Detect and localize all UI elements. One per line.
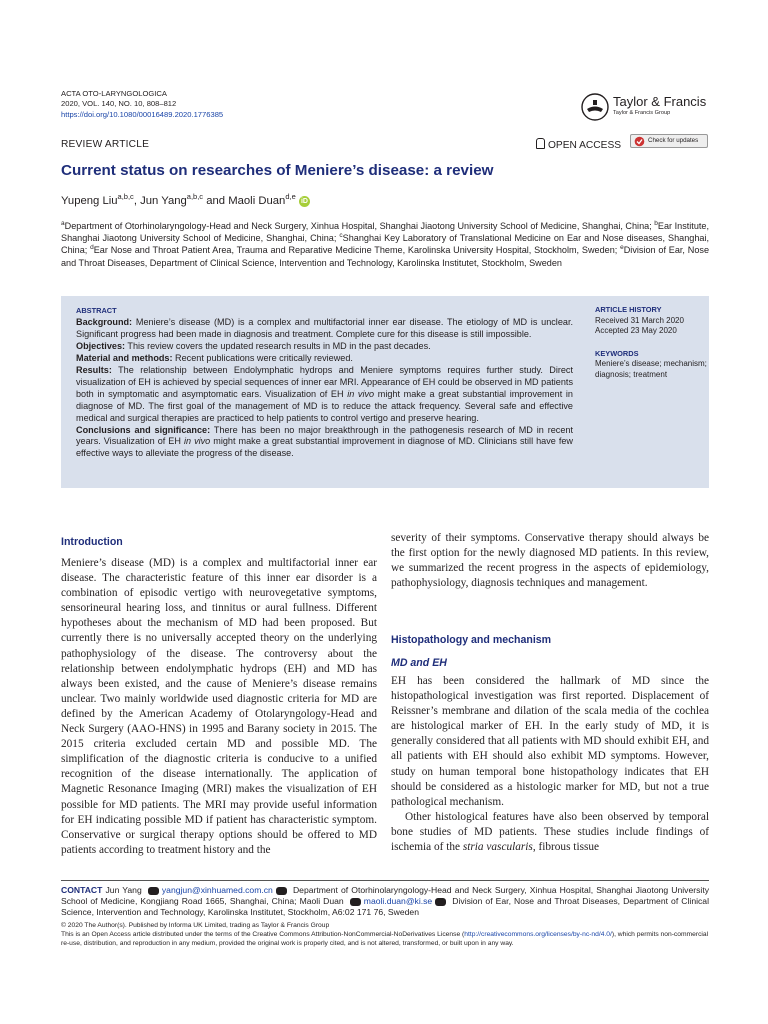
email-icon (350, 898, 361, 906)
author-name: Maoli Duan (228, 195, 286, 207)
license-link[interactable]: http://creativecommons.org/licenses/by-nc-nd/4.0/ (464, 931, 612, 939)
address-icon (276, 887, 287, 895)
address-icon (435, 898, 446, 906)
right-paragraph-2: EH has been considered the hallmark of MD since the histopathological investigation was first reported. Displacement of Reissner’s membrane and dilation of the scala media of the cochlea are histological marker of EH. In the early study of MD, it is generally considered that all patients with MD should exhibit EH, and all patients with EH should also exhibit MD symptoms. However, study on human temporal bone histopathology indicates that EH should be considered as a histologic marker for MD, but not a true pathological mechanism. Other histological features have also been observed by temporal bone studies of MD patients. These studies include findings of ischemia of the stria vascularis, fibrous tissue (391, 674, 709, 855)
journal-info (61, 89, 223, 120)
history-heading: ARTICLE HISTORY (595, 305, 662, 314)
affiliations: $^a$Department of Otorhinolaryngology-Head and Neck Surgery, Xinhua Hospital, Shanghai Jiaotong University School of Medicine, Shanghai, China; $^b$Ear Institute, Shanghai Jiaotong University School of Medicine, Shanghai, China; $^c$Shanghai Key Laboratory of Translational Medicine on Ear and Nose diseases, Shanghai, China; $^d$Ear Nose and Throat Patient Area, Trauma and Reparative Medicine Theme, Karolinska University Hospital, Stockholm, Sweden; $^e$Division of Ear, Nose and Throat Diseases, Department of Clinical Science, Intervention and Technology, Karolinska Institutet, Stockholm, Sweden (61, 219, 709, 268)
author-name: Yupeng Liu (61, 195, 118, 207)
histopathology-heading: Histopathology and mechanism (391, 634, 552, 646)
author-affiliation: a,b,c (186, 192, 204, 202)
article-title: Current status on researches of Meniere’s disease: a review (61, 162, 494, 179)
article-history (595, 305, 707, 380)
open-access-label: OPEN ACCESS (536, 138, 621, 151)
intro-paragraph: Meniere’s disease (MD) is a complex and multifactorial inner ear disease. The characteristic feature of this inner ear disorder is a combination of episodic vertigo with neurovegetative symptoms, sensorineural hearing loss, and tinnitus or aural fullness. Different hypotheses about the mechanism of MD had been proposed. But currently there is no universally accepted theory on the underlying pathophysiology of the disease. The controversy about the relationship between endolymphatic hydrops (EH) and MD has always been existed, and the cause of Meniere’s disease remains unclear. Two mainly worldwide used diagnostic criteria for MD are defined by the American Academy of Otolaryngology-Head and Neck Surgery (AAO-HNS) in 1995 and Barany society in 2015. The 2015 criteria excluded certain MD and possible MD. The simplification of the diagnostic criteria is conducive to a unified recognition of the disease internationally. The application of Magnetic Resonance Imaging (MRI) makes the visualization of EH possible for MD patients. The MRI may provide useful information for EH indicating possible MD if patient has characteristic symptom. Conservative or surgical therapy options should be offered to MD patients according to treatment history and the (61, 557, 377, 856)
email-icon (148, 887, 159, 895)
accepted-date: Accepted 23 May 2020 (595, 326, 677, 335)
md-eh-heading: MD and EH (391, 657, 447, 669)
author-name: Jun Yang (140, 195, 187, 207)
check-updates-button[interactable] (630, 134, 708, 148)
received-date: Received 31 March 2020 (595, 315, 684, 325)
check-updates-label: Check for updates (648, 137, 699, 144)
open-lock-icon (536, 138, 545, 149)
journal-name: ACTA OTO-LARYNGOLOGICA (61, 89, 167, 98)
doi-link[interactable]: https://doi.org/10.1080/00016489.2020.1776385 (61, 109, 224, 119)
right-paragraph-1: severity of their symptoms. Conservative therapy should always be the first option for the newly diagnosed MD patients. In this review, we summarized the recent progress in the aspects of epidemiology, pathophysiology, diagnosis techniques and management. (391, 532, 709, 590)
footer-rule (61, 880, 709, 881)
book-lamp-icon (580, 93, 610, 121)
check-updates-icon (634, 136, 645, 147)
abstract: ABSTRACT Background: Meniere’s disease (MD) is a complex and multifactorial inner ear disease. The etiology of MD is unclear. Significant progress had been made in diagnosis and treatment. Complete cure for this disease is still impossible. Objectives: This review covers the updated research results in MD in the past decades. Material and methods: Recent publications were critically reviewed. Results: The relationship between Endolymphatic hydrops and Meniere symptoms requires further study. Direct visualization of EH is achieved by special sequences of inner ear MRI. Appearance of EH could be observed in MD patients both in symptomatic and asymptomatic ears. Visualization of EH in vivo might make a great substantial improvement in diagnose of MD. The first goal of the management of MD is to reduce the attack frequency. Several safe and effective medical and surgical therapies are practiced to help patients to control vertigo and preserve hearing. Conclusions and significance: There has been no major breakthrough in the pathogenesis research of MD in recent years. Visualization of EH in vivo might make a great substantial improvement in diagnose of MD. Clinicians still have few effective ways to alleviate the progress of the disease. (76, 306, 573, 459)
right-paragraph-3: Other histological features have also been observed by temporal bone studies of MD patients. These studies include findings of ischemia of the stria vascularis, fibrous tissue (391, 810, 709, 854)
intro-heading: Introduction (61, 536, 123, 548)
author-affiliation: a,b,c (117, 192, 134, 202)
email-link[interactable]: maoli.duan@ki.se (363, 896, 433, 907)
author-list: Yupeng Liu$^{a,b,c}$, Jun Yang$^{a,b,c}$ and Maoli Duan$^{d,e}$ iD (61, 192, 308, 207)
publisher-name: Taylor & Francis (613, 94, 707, 109)
orcid-icon[interactable]: iD (300, 197, 308, 205)
publisher-group: Taylor & Francis Group (613, 110, 671, 116)
contact-info: CONTACT Jun Yang yangjun@xinhuamed.com.cn Department of Otorhinolaryngology-Head and Neck Surgery, Xinhua Hospital, Shanghai Jiaotong University School of Medicine, Kongjiang Road 1665, Shanghai, China; Maoli Duan maoli.duan@ki.se Division of Ear, Nose and Throat Diseases, Department of Clinical Science, Intervention and Technology, Karolinska Institutet, Stockholm, A6:02 171 76, Sweden (61, 885, 710, 918)
abstract-heading: ABSTRACT (76, 306, 117, 315)
article-type: REVIEW ARTICLE (61, 139, 150, 150)
email-link[interactable]: yangjun@xinhuamed.com.cn (161, 885, 273, 895)
publisher-logo (580, 93, 710, 121)
journal-volume: 2020, VOL. 140, NO. 10, 808–812 (61, 99, 177, 109)
copyright-notice: © 2020 The Author(s). Published by Informa UK Limited, trading as Taylor & Francis Group This is an Open Access article distributed under the terms of the Creative Commons Attribution-NonCommercial-NoDerivatives License (http://creativecommons.org/licenses/by-nc-nd/4.0/), which permits non-commercial re-use, distribution, and reproduction in any medium, provided the original work is properly cited, and is not altered, transformed, or built upon in any way. (61, 922, 709, 948)
author-affiliation: d,e (285, 192, 296, 202)
keywords: Meniere’s disease; mechanism; diagnosis; treatment (595, 359, 707, 379)
keywords-heading: KEYWORDS (595, 348, 639, 358)
